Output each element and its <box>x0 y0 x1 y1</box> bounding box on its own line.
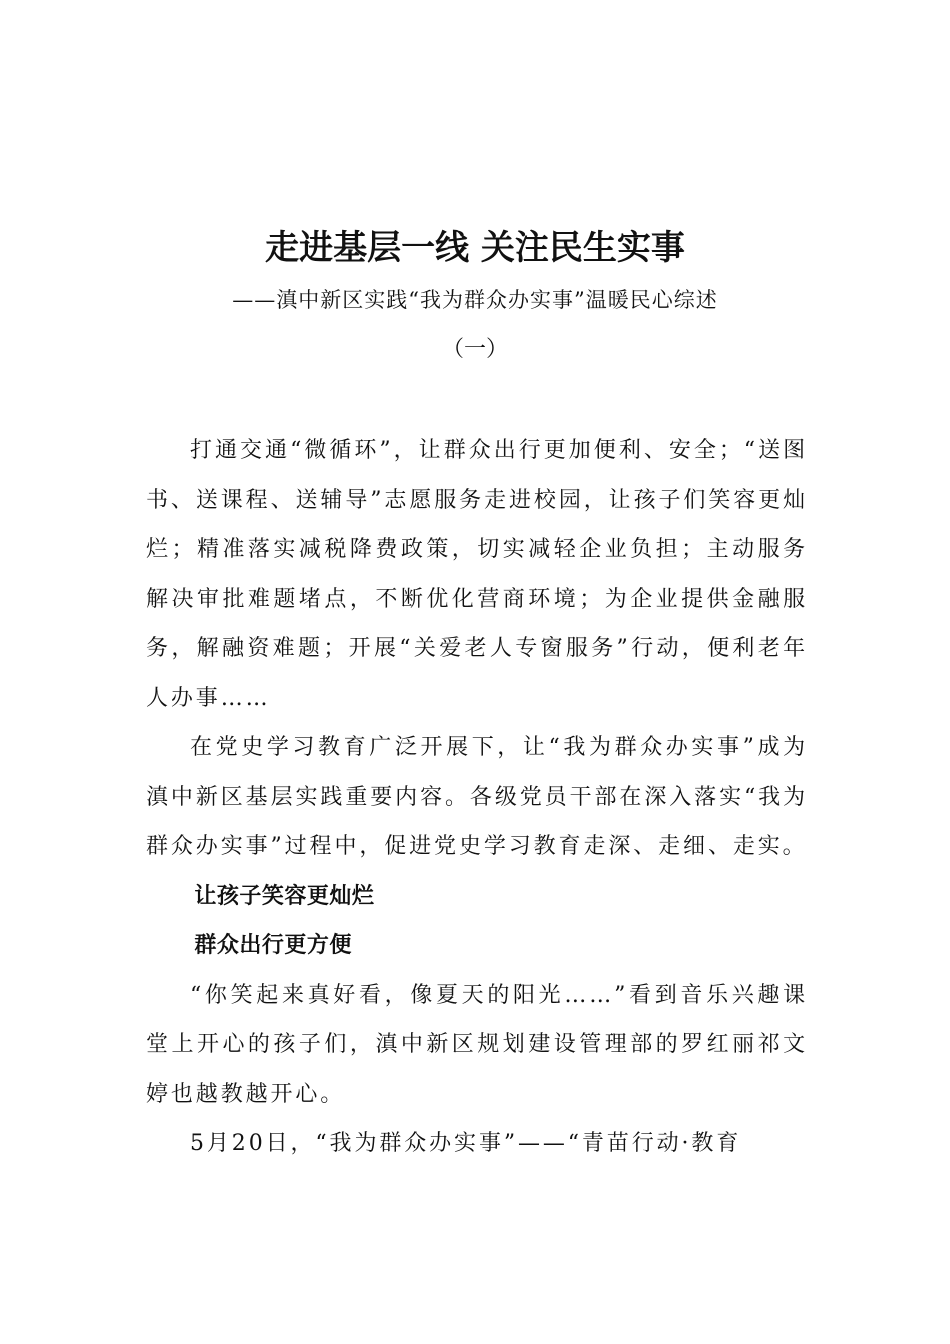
section-heading: 让孩子笑容更灿烂 <box>194 883 375 909</box>
section-heading: 群众出行更方便 <box>194 933 352 958</box>
body-paragraph: “你笑起来真好看，像夏天的阳光……”看到音乐兴趣课堂上开心的孩子们，滇中新区规划建设管理部的罗红丽祁文婷也越教越开心。 <box>146 982 808 1107</box>
document-title: 走进基层一线 关注民生实事 <box>265 228 685 268</box>
article-body <box>146 426 808 1169</box>
body-paragraph: 在党史学习教育广泛开展下，让“我为群众办实事”成为滇中新区基层实践重要内容。各级党员干部在深入落实“我为群众办实事”过程中，促进党史学习教育走深、走细、走实。 <box>146 735 808 859</box>
part-number: （一） <box>441 337 508 362</box>
body-paragraph: 打通交通“微循环”，让群众出行更加便利、安全；“送图书、送课程、送辅导”志愿服务走进校园，让孩子们笑容更灿烂；精准落实减税降费政策，切实减轻企业负担；主动服务解决审批难题堵点，不断优化营商环境；为企业提供金融服务，解融资难题；开展“关爱老人专窗服务”行动，便利老年人办事…… <box>146 438 808 711</box>
document-subtitle: ——滇中新区实践“我为群众办实事”温暖民心综述 <box>232 288 718 312</box>
body-paragraph: 5月20日，“我为群众办实事”——“青苗行动·教育 <box>190 1131 742 1156</box>
